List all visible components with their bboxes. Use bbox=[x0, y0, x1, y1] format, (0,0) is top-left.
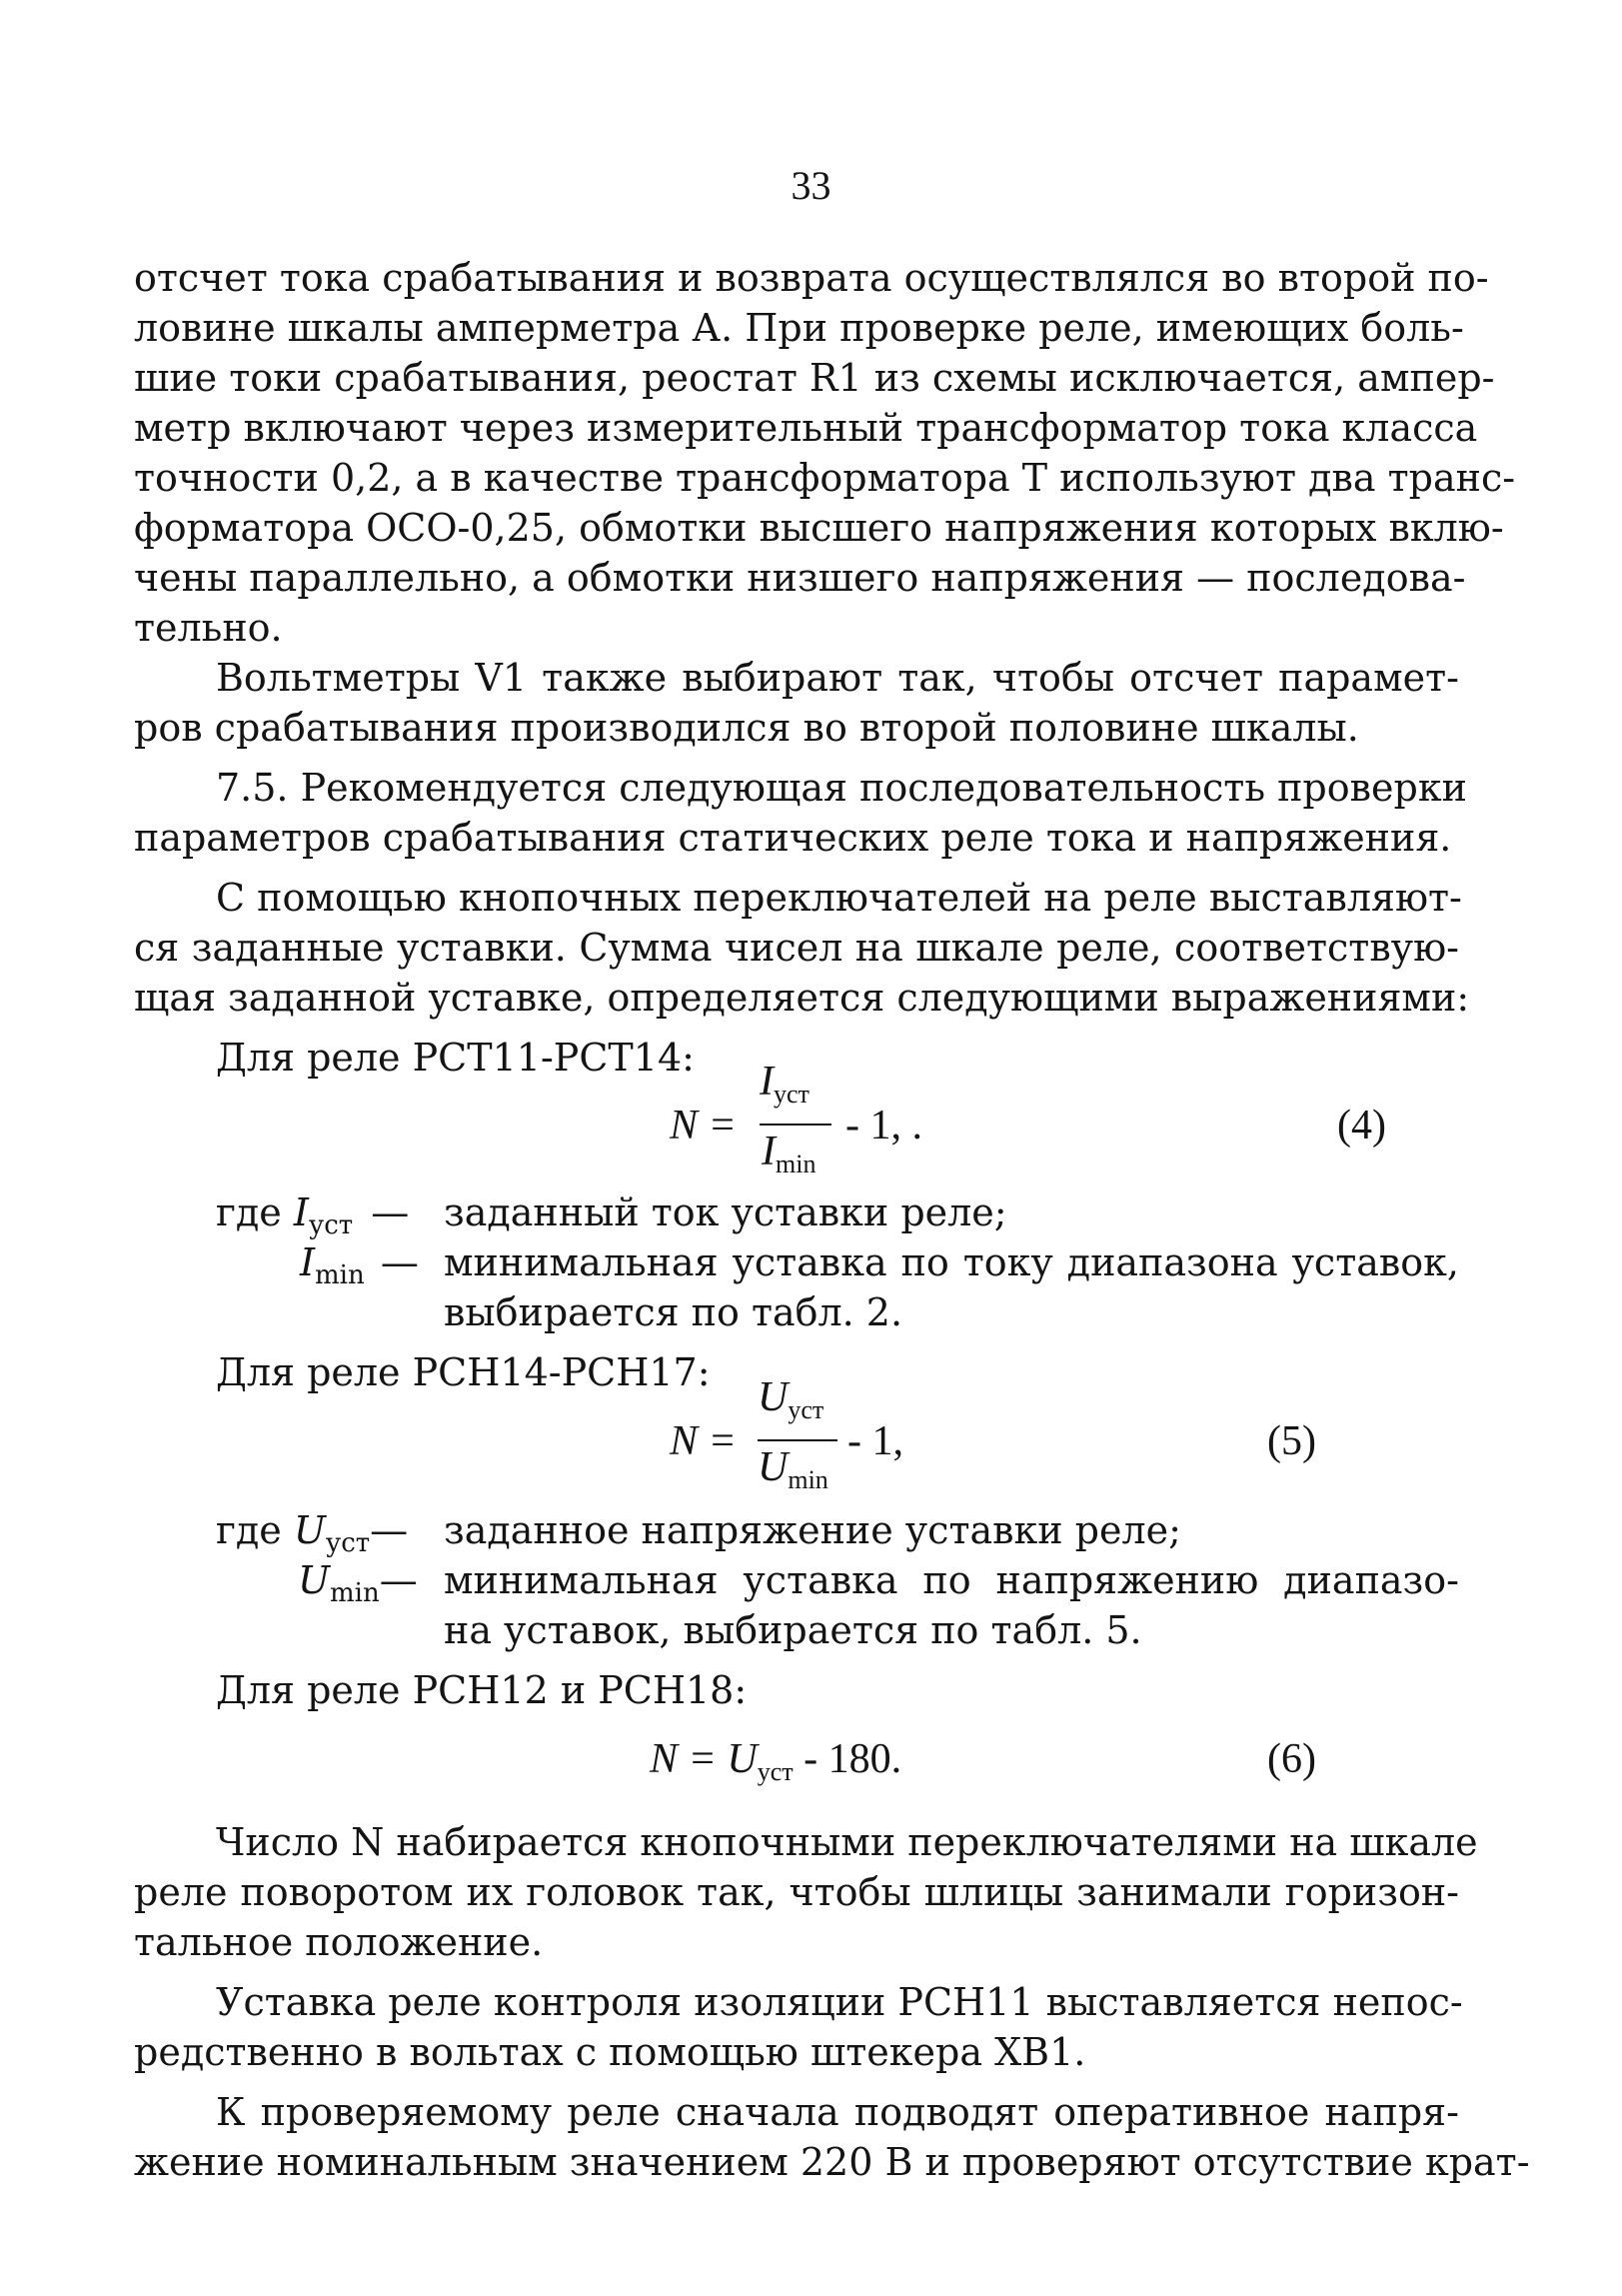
text-line: реле поворотом их головок так, чтобы шлицы занимали горизон- bbox=[134, 1870, 1459, 1914]
text-line: щая заданной уставке, определяется следующими выражениями: bbox=[134, 976, 1470, 1020]
fraction-numerator: $I_{уст}$ bbox=[760, 1059, 810, 1109]
fraction-bar bbox=[760, 1124, 831, 1126]
fraction-denominator: $I_{min}$ bbox=[762, 1129, 816, 1178]
text-line: Уставка реле контроля изоляции РСН11 выставляется непос- bbox=[216, 1980, 1463, 2024]
text-line: точности 0,2, а в качестве трансформатора Т используют два транс- bbox=[134, 456, 1516, 500]
formula-intro: Для реле РСТ11-РСТ14: bbox=[216, 1036, 695, 1080]
fraction-numerator: $U_{уст}$ bbox=[758, 1374, 824, 1424]
text-line: тельно. bbox=[134, 606, 283, 650]
formula-intro: Для реле РСН14-РСН17: bbox=[216, 1350, 711, 1394]
text-line: жение номинальным значением 220 В и проверяют отсутствие крат- bbox=[134, 2140, 1530, 2184]
formula-lhs: N = bbox=[670, 1418, 737, 1464]
text-line: параметров срабатывания статических реле тока и напряжения. bbox=[134, 816, 1452, 860]
page-number: 33 bbox=[791, 163, 831, 208]
text-line: шие токи срабатывания, реостат R1 из схемы исключается, ампер- bbox=[134, 356, 1495, 400]
text-line: Число N набирается кнопочными переключателями на шкале bbox=[216, 1820, 1478, 1864]
formula-lhs: N = bbox=[670, 1103, 737, 1148]
text-line: К проверяемому реле сначала подводят оперативное напря- bbox=[216, 2090, 1459, 2134]
text-line: С помощью кнопочных переключателей на реле выставляют- bbox=[216, 876, 1462, 920]
text-line: отсчет тока срабатывания и возврата осуществлялся во второй по- bbox=[134, 256, 1489, 300]
fraction-bar bbox=[758, 1439, 837, 1441]
equation-number: (5) bbox=[1267, 1418, 1316, 1464]
text-line: форматора ОСО-0,25, обмотки высшего напряжения которых вклю- bbox=[134, 506, 1504, 550]
formula-intro: Для реле РСН12 и РСН18: bbox=[216, 1668, 748, 1712]
text-line: Вольтметры V1 также выбирают так, чтобы отсчет парамет- bbox=[216, 656, 1459, 700]
text-line: 7.5. Рекомендуется следующая последовательность проверки bbox=[216, 766, 1467, 810]
text-line: редственно в вольтах с помощью штекера ХВ1. bbox=[134, 2030, 1086, 2074]
text-line: чены параллельно, а обмотки низшего напряжения — последова- bbox=[134, 556, 1466, 600]
formula-tail: - 1, bbox=[847, 1418, 903, 1464]
document-page: 33 отсчет тока срабатывания и возврата осуществлялся во второй по- ловине шкалы амперметра А. При проверке реле, имеющих боль- шие токи срабатывания, реостат R1 из схемы исключается, ампер- метр включают через измерительный трансформатор тока класса точности 0,2, а в качестве трансформатора Т используют два транс- форматора ОСО-0,25, обмотки высшего напряжения которых вклю- чены параллельно, а обмотки низшего напряжения — последова- тельно. Вольтметры V1 также выбирают так, чтобы отсчет парамет- ров срабатывания производился во второй половине шкалы. 7.5. Рекомендуется следующая последовательность проверки параметров срабатывания статических реле тока и напряжения. С помощью кнопочных переключателей на реле выставляют- ся заданные уставки. Сумма чисел на шкале реле, соответствую- щая заданной уставке, определяется следующими выражениями: Для реле РСТ11-РСТ14: N = $I_{уст}$ $I_{min}$ - 1, . (4) где $I_{уст}$ — заданный ток уставки реле; $I_{min}$ — минимальная уставка по току диапазона уставок, выбирается по табл. 2. Для реле РСН14-РСН17: N = $U_{уст}$ $U_{min}$ - 1, (5) где $U_{уст}—$ заданное напряжение уставки реле; $U_{min}—$ минимальная уставка по напряжению диапазо- на уставок, выбирается по табл. 5. Для реле РСН12 и РСН18: $N = U_{уст} - 180$. (6) Число N набирается кнопочными переключателями на шкале реле поворотом их головок так, чтобы шлицы занимали горизон- тальное положение. Уставка реле контроля изоляции РСН11 выставляется непос- редственно в вольтах с помощью штекера ХВ1. К проверяемому реле сначала подводят оперативное напря- жение номинальным значением 220 В и проверяют отсутствие крат- bbox=[0, 0, 1622, 2296]
formula-tail: - 1, . bbox=[845, 1103, 922, 1148]
text-line: ся заданные уставки. Сумма чисел на шкале реле, соответствую- bbox=[134, 926, 1459, 970]
text-line: метр включают через измерительный трансформатор тока класса bbox=[134, 406, 1478, 450]
fraction-denominator: $U_{min}$ bbox=[758, 1444, 828, 1494]
text-line: ров срабатывания производился во второй половине шкалы. bbox=[134, 706, 1359, 750]
equation-number: (4) bbox=[1337, 1103, 1386, 1148]
text-line: ловине шкалы амперметра А. При проверке реле, имеющих боль- bbox=[134, 306, 1464, 350]
equation-number: (6) bbox=[1267, 1736, 1316, 1782]
text-line: тальное положение. bbox=[134, 1920, 544, 1964]
